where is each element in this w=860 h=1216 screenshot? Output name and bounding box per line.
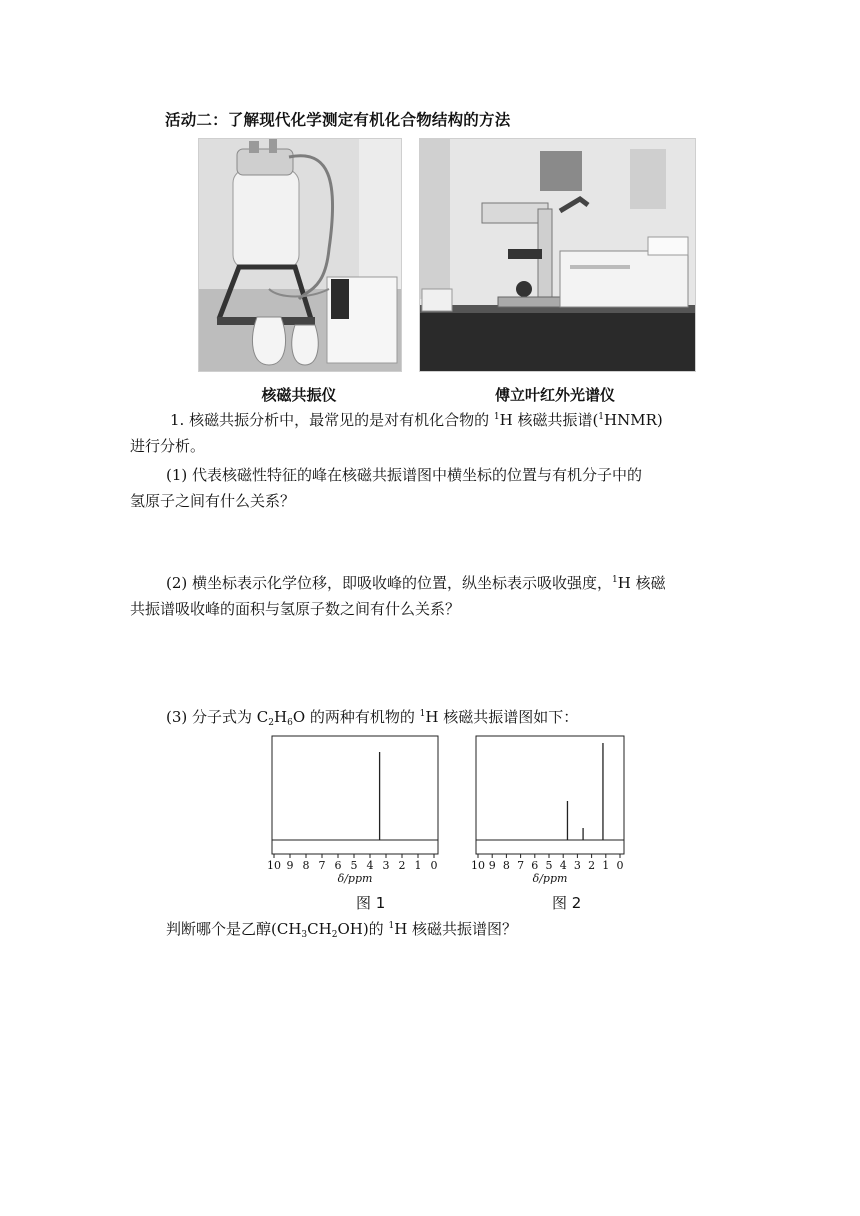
section-heading: 活动二：了解现代化学测定有机化合物结构的方法 xyxy=(165,111,511,129)
x-tick-label: 5 xyxy=(545,859,553,872)
x-tick-label: 8 xyxy=(302,859,310,872)
question-1-number: 1. xyxy=(170,411,185,429)
x-tick-label: 10 xyxy=(267,859,281,872)
x-tick-label: 3 xyxy=(382,859,390,872)
x-tick-label: 4 xyxy=(366,859,374,872)
x-tick-label: 6 xyxy=(531,859,539,872)
x-tick-label: 2 xyxy=(588,859,596,872)
question-1-line1: 1. 核磁共振分析中，最常见的是对有机化合物的 $^1$H 核磁共振谱($^1$HNMR) xyxy=(170,411,663,429)
figure-2-caption: 图 2 xyxy=(552,894,582,912)
final-question: 判断哪个是乙醇$(CH_3CH_2OH)$的 $^1$H 核磁共振谱图？ xyxy=(166,920,518,940)
figure-1-caption: 图 1 xyxy=(356,894,386,912)
x-tick-label: 8 xyxy=(502,859,510,872)
x-tick-label: 3 xyxy=(573,859,581,872)
x-tick-label: 9 xyxy=(286,859,294,872)
ftir-spectrometer-image xyxy=(420,139,695,371)
nmr-spectrometer-image xyxy=(199,139,401,371)
nmr-spectrometer-photo xyxy=(198,138,402,372)
nmr-chart-1-svg xyxy=(266,734,446,884)
x-axis-label: δ/ppm xyxy=(337,872,373,884)
x-axis-label: δ/ppm xyxy=(532,872,568,884)
ftir-spectrometer-photo xyxy=(419,138,696,372)
nmr-chart-2-svg xyxy=(470,734,632,884)
ftir-photo-caption: 傅立叶红外光谱仪 xyxy=(494,386,615,404)
x-tick-label: 0 xyxy=(616,859,624,872)
question-1-2: (2) 横坐标表示化学位移，即吸收峰的位置，纵坐标表示吸收强度，$^1$H 核磁 共振谱吸收峰的面积与氢原子数之间有什么关系？ xyxy=(130,574,666,618)
nmr-chart-1 xyxy=(266,734,446,884)
question-1-1: (1) 代表核磁性特征的峰在核磁共振谱图中横坐标的位置与有机分子中的 氢原子之间有什么关系？ xyxy=(130,466,643,510)
x-tick-label: 7 xyxy=(318,859,326,872)
x-tick-label: 5 xyxy=(350,859,358,872)
x-tick-label: 6 xyxy=(334,859,342,872)
x-tick-label: 1 xyxy=(414,859,422,872)
x-tick-label: 2 xyxy=(398,859,406,872)
plot-frame xyxy=(272,736,438,854)
x-tick-label: 4 xyxy=(559,859,567,872)
question-1-3: (3) 分子式为 $C_2H_6O$ 的两种有机物的 $^1$H 核磁共振谱图如下： xyxy=(166,708,579,728)
question-1 xyxy=(130,407,735,459)
nmr-photo-caption: 核磁共振仪 xyxy=(261,386,337,404)
x-tick-label: 7 xyxy=(517,859,525,872)
question-1-line2: 进行分析。 xyxy=(130,437,206,455)
x-tick-label: 10 xyxy=(471,859,485,872)
x-tick-label: 0 xyxy=(430,859,438,872)
plot-frame xyxy=(476,736,624,854)
nmr-chart-2 xyxy=(470,734,632,884)
x-tick-label: 1 xyxy=(602,859,610,872)
x-tick-label: 9 xyxy=(488,859,496,872)
